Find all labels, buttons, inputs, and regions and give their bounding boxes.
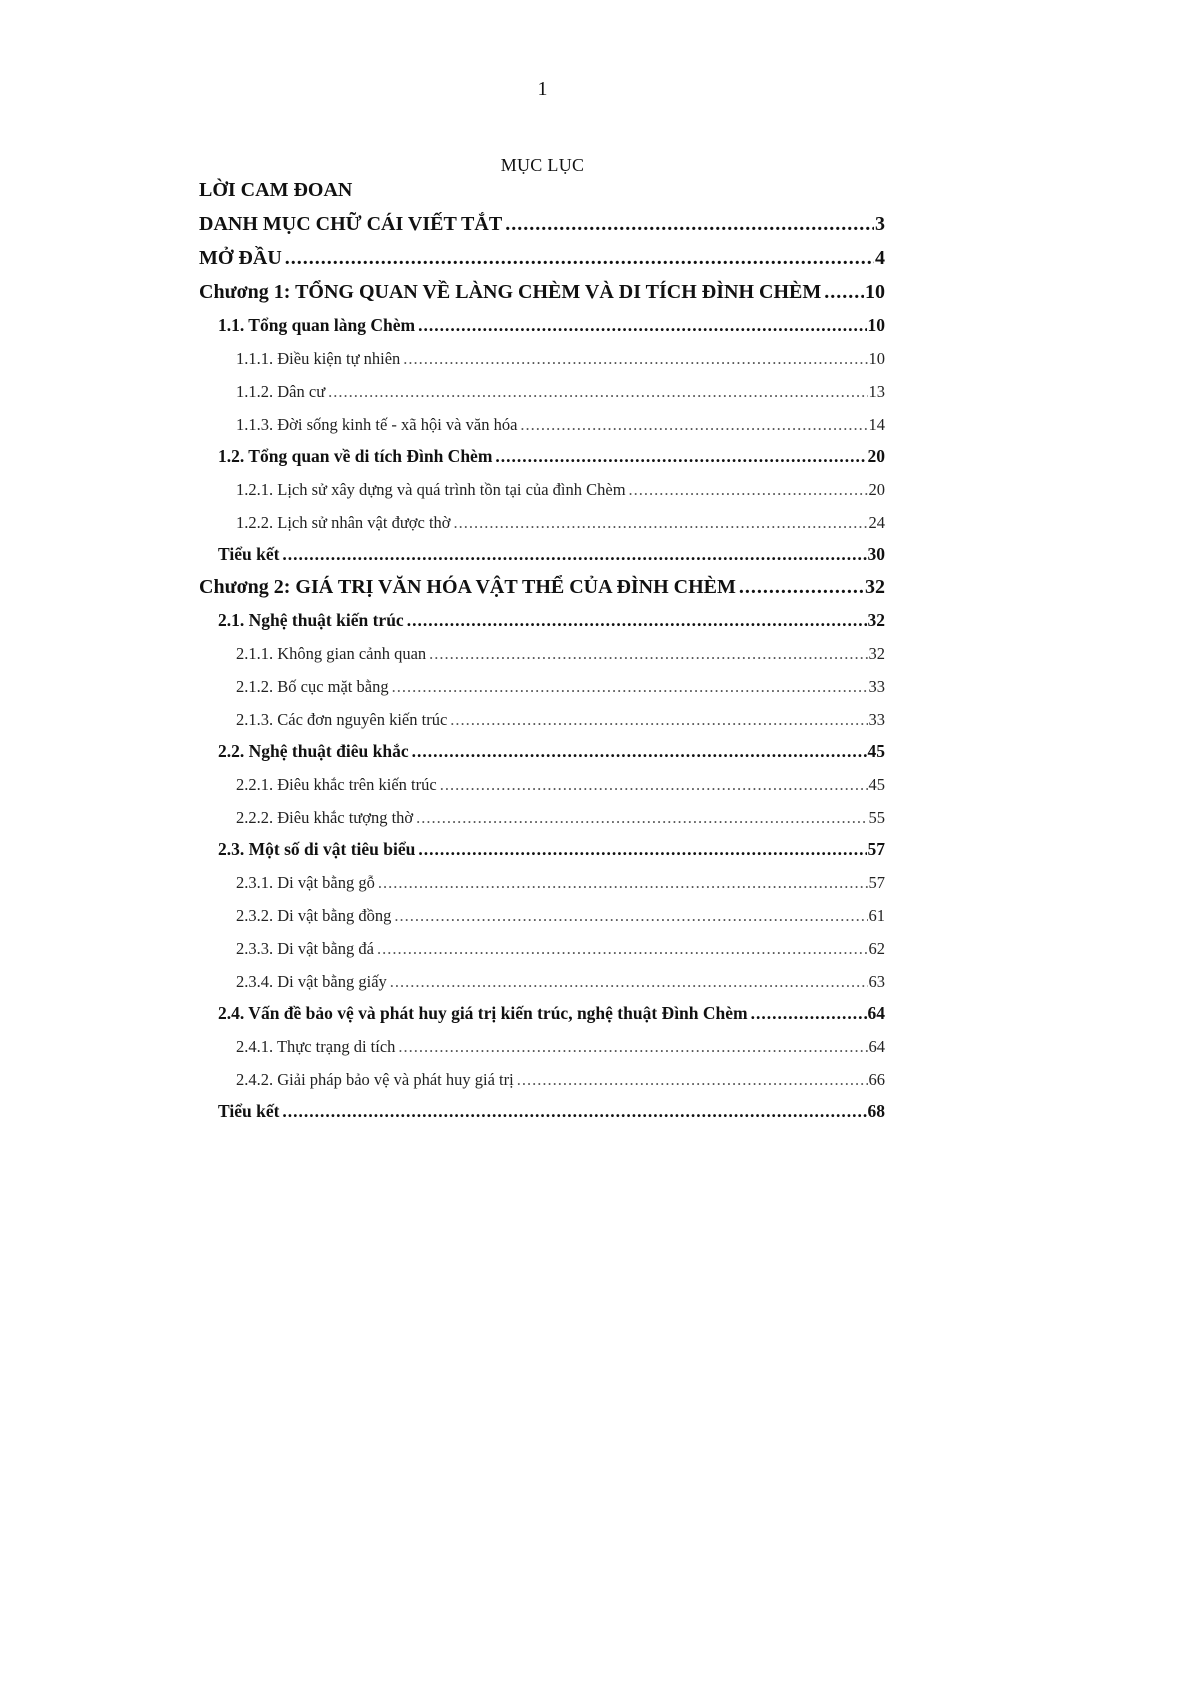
toc-entry-page: 30 <box>867 544 885 564</box>
dot-leader <box>824 281 864 304</box>
toc-entry-page: 66 <box>868 1070 885 1089</box>
dot-leader <box>520 415 867 435</box>
dot-leader <box>629 480 868 500</box>
dot-leader <box>418 839 866 860</box>
toc-entry-title: 2.3.3. Di vật bằng đá <box>236 939 374 958</box>
toc-entry-title: 1.2. Tổng quan về di tích Đình Chèm <box>218 446 493 466</box>
dot-leader <box>751 1003 867 1024</box>
toc-entry-title: 1.1.2. Dân cư <box>236 382 326 401</box>
dot-leader <box>450 710 867 730</box>
toc-entry-page: 33 <box>868 677 885 696</box>
toc-entry-title: 1.2.2. Lịch sử nhân vật được thờ <box>236 513 451 532</box>
toc-entry-title: 2.1.1. Không gian cảnh quan <box>236 644 427 663</box>
toc-entry-title: Chương 2: GIÁ TRỊ VĂN HÓA VẬT THỂ CỦA ĐÌNH CHÈM <box>199 576 736 598</box>
toc-entry-page: 32 <box>865 576 885 598</box>
dot-leader <box>328 382 867 402</box>
toc-entry-page: 4 <box>875 247 885 269</box>
toc-entry[interactable] <box>199 565 885 599</box>
dot-leader <box>495 446 866 467</box>
toc-entry[interactable] <box>199 795 885 828</box>
toc-entry-title: 2.2.1. Điêu khắc trên kiến trúc <box>236 775 437 794</box>
toc-entry-title: 2.1. Nghệ thuật kiến trúc <box>218 610 404 630</box>
toc-entry-page: 45 <box>868 775 885 794</box>
dot-leader <box>505 213 874 236</box>
toc-entry[interactable] <box>199 762 885 795</box>
toc-entry[interactable] <box>199 1057 885 1090</box>
toc-entry-title: 2.3.4. Di vật bằng giấy <box>236 972 387 991</box>
dot-leader <box>394 906 867 926</box>
toc-entry[interactable] <box>199 1024 885 1057</box>
toc-entry[interactable] <box>199 860 885 893</box>
page-number: 1 <box>537 78 548 100</box>
table-of-contents <box>199 172 885 1122</box>
toc-entry[interactable] <box>199 236 885 270</box>
toc-entry-page: 20 <box>868 480 885 499</box>
toc-entry-page: 64 <box>868 1037 885 1056</box>
dot-leader <box>282 1101 866 1122</box>
toc-entry[interactable] <box>199 336 885 369</box>
toc-entry[interactable] <box>199 992 885 1024</box>
dot-leader <box>282 544 866 565</box>
toc-entry-page: 13 <box>868 382 885 401</box>
toc-entry-page: 61 <box>868 906 885 925</box>
toc-entry-page: 33 <box>868 710 885 729</box>
toc-entry-title: 1.1.1. Điều kiện tự nhiên <box>236 349 401 368</box>
toc-entry-page: 10 <box>868 349 885 368</box>
toc-heading: MỤC LỤC <box>500 155 585 175</box>
toc-entry-title: 1.1. Tổng quan làng Chèm <box>218 315 416 335</box>
toc-entry-page: 24 <box>868 513 885 532</box>
toc-entry[interactable] <box>199 893 885 926</box>
toc-entry-title: 1.2.1. Lịch sử xây dựng và quá trình tồn tại của đình Chèm <box>236 480 626 499</box>
toc-entry-page: 20 <box>867 446 885 466</box>
toc-entry[interactable] <box>199 926 885 959</box>
toc-entry-title: 2.4.1. Thực trạng di tích <box>236 1037 396 1056</box>
toc-entry[interactable] <box>199 202 885 236</box>
toc-entry[interactable] <box>199 730 885 762</box>
toc-entry[interactable] <box>199 828 885 860</box>
dot-leader <box>429 644 867 664</box>
toc-entry[interactable] <box>199 402 885 435</box>
toc-entry-page: 45 <box>867 741 885 761</box>
toc-entry-title: MỞ ĐẦU <box>199 247 282 269</box>
toc-entry[interactable] <box>199 697 885 730</box>
toc-entry[interactable] <box>199 435 885 467</box>
dot-leader <box>378 873 868 893</box>
toc-entry-title: 2.2. Nghệ thuật điêu khắc <box>218 741 409 761</box>
dot-leader <box>403 349 867 369</box>
toc-entry-title: 2.3. Một số di vật tiêu biểu <box>218 839 416 859</box>
toc-entry[interactable] <box>199 369 885 402</box>
toc-entry[interactable] <box>199 959 885 992</box>
toc-entry-page: 55 <box>868 808 885 827</box>
toc-entry[interactable] <box>199 1090 885 1122</box>
dot-leader <box>285 247 874 270</box>
toc-entry-title: 2.3.2. Di vật bằng đồng <box>236 906 392 925</box>
toc-entry[interactable] <box>199 500 885 533</box>
toc-entry-page: 10 <box>865 281 885 303</box>
toc-entry-page: 32 <box>868 644 885 663</box>
toc-entry[interactable] <box>199 631 885 664</box>
dot-leader <box>377 939 868 959</box>
dot-leader <box>398 1037 867 1057</box>
toc-entry-page: 32 <box>867 610 885 630</box>
toc-entry-title: 1.1.3. Đời sống kinh tế - xã hội và văn hóa <box>236 415 518 434</box>
dot-leader <box>739 576 864 599</box>
toc-entry-title: 2.4.2. Giải pháp bảo vệ và phát huy giá trị <box>236 1070 514 1089</box>
toc-entry-title: Chương 1: TỔNG QUAN VỀ LÀNG CHÈM VÀ DI TÍCH ĐÌNH CHÈM <box>199 281 822 303</box>
dot-leader <box>416 808 867 828</box>
dot-leader <box>454 513 868 533</box>
toc-entry-title: LỜI CAM ĐOAN <box>199 179 353 201</box>
toc-entry-page: 57 <box>868 873 885 892</box>
toc-entry-title: DANH MỤC CHỮ CÁI VIẾT TẮT <box>199 213 503 235</box>
toc-entry-page: 14 <box>868 415 885 434</box>
toc-entry-page: 63 <box>868 972 885 991</box>
dot-leader <box>407 610 867 631</box>
toc-entry-title: 2.4. Vấn đề bảo vệ và phát huy giá trị kiến trúc, nghệ thuật Đình Chèm <box>218 1003 748 1023</box>
dot-leader <box>517 1070 868 1090</box>
toc-entry-page: 62 <box>868 939 885 958</box>
toc-entry-page: 64 <box>867 1003 885 1023</box>
toc-entry-page: 10 <box>867 315 885 335</box>
toc-entry-page: 68 <box>867 1101 885 1121</box>
toc-entry[interactable] <box>199 172 885 202</box>
toc-entry[interactable] <box>199 270 885 304</box>
toc-entry-title: Tiểu kết <box>218 544 280 564</box>
toc-entry-title: 2.3.1. Di vật bằng gỗ <box>236 873 375 892</box>
toc-entry-title: 2.2.2. Điêu khắc tượng thờ <box>236 808 414 827</box>
toc-entry-page: 57 <box>867 839 885 859</box>
dot-leader <box>412 741 867 762</box>
toc-entry[interactable] <box>199 467 885 500</box>
toc-entry-title: 2.1.3. Các đơn nguyên kiến trúc <box>236 710 448 729</box>
dot-leader <box>390 972 868 992</box>
toc-entry-title: 2.1.2. Bố cục mặt bằng <box>236 677 389 696</box>
toc-entry[interactable] <box>199 599 885 631</box>
dot-leader <box>418 315 866 336</box>
dot-leader <box>440 775 868 795</box>
toc-entry-page: 3 <box>875 213 885 235</box>
toc-entry[interactable] <box>199 304 885 336</box>
toc-entry[interactable] <box>199 533 885 565</box>
dot-leader <box>392 677 868 697</box>
toc-entry[interactable] <box>199 664 885 697</box>
toc-entry-title: Tiểu kết <box>218 1101 280 1121</box>
